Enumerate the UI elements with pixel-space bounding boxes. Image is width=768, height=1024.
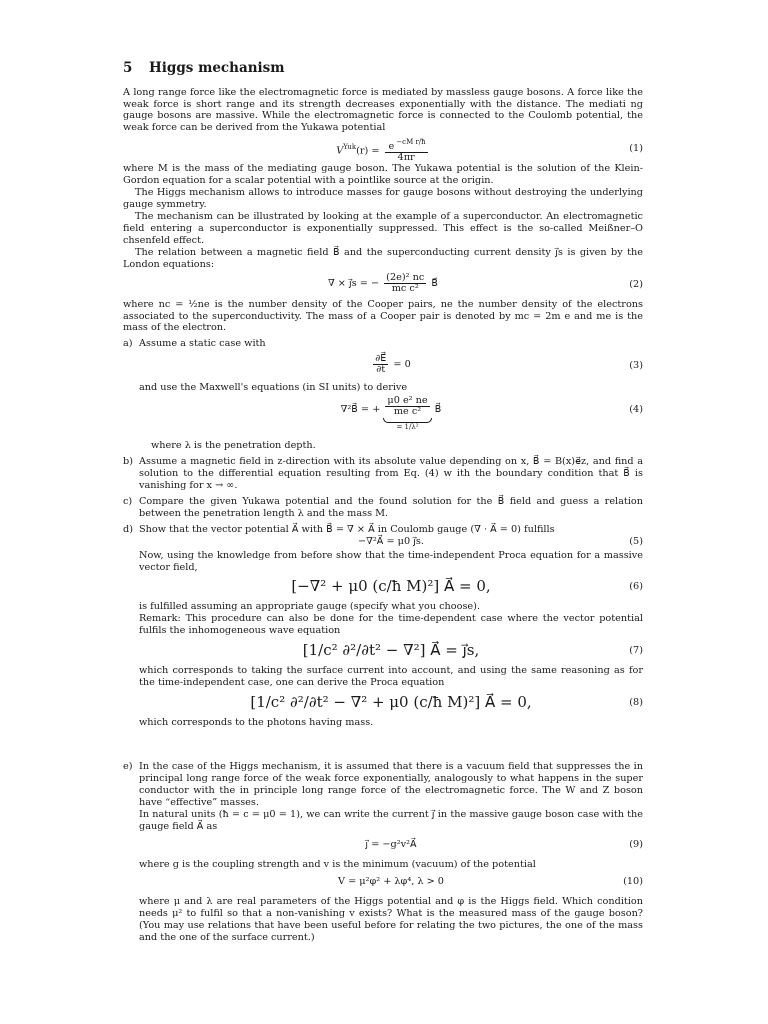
eq2-number: (2)	[629, 278, 643, 290]
intro-paragraph-4: The mechanism can be illustrated by looking at the example of a superconductor. An electromagnetic field entering a superconductor is exponentially suppressed. This effect is the so-called Meißner–O chsenfeld effect.	[123, 210, 643, 246]
eq3-num: ∂E⃗	[375, 353, 387, 365]
eq1-num: e	[388, 140, 395, 152]
eq10-expr: V = μ²φ² + λφ⁴, λ > 0	[338, 876, 444, 888]
intro-paragraph-3: The Higgs mechanism allows to introduce masses for gauge bosons without destroying the underlying gauge symmetry.	[123, 187, 643, 211]
eq4-den: me c²	[385, 406, 429, 417]
item-e-text-4: where μ and λ are real parameters of the Higgs potential and φ is the Higgs field. Which condition needs μ² to fulfil so that a non-vanishing v exists? What is the measured mass of the gauge boson? (You may use relations that have been useful before for relating the two pictures, the one of the mass and the one of the surface current.)	[139, 896, 643, 944]
intro-paragraph-5: The relation between a magnetic field B⃗ and the superconducting current density j⃗s is given by the London equations:	[123, 246, 643, 270]
item-e-text-3: where g is the coupling strength and v is the minimum (vacuum) of the potential	[139, 858, 536, 870]
section-heading	[123, 60, 643, 77]
eq3-den: ∂t	[373, 364, 388, 375]
eq1-den: 4πr	[385, 152, 428, 163]
item-d-text-2: Now, using the knowledge from before show that the time-independent Proca equation for a massive vector field,	[139, 549, 643, 573]
equation-4	[139, 396, 643, 440]
equation-3	[139, 352, 643, 382]
item-d-text-1: Show that the vector potential A⃗ with B⃗ = ∇ × A⃗ in Coulomb gauge (∇ · A⃗ = 0) fulfills	[139, 523, 555, 535]
item-b	[123, 456, 643, 492]
item-e	[123, 761, 643, 944]
eq2-den: mc c²	[384, 283, 426, 294]
item-a-label: a)	[123, 338, 133, 350]
eq6-number: (6)	[629, 581, 643, 593]
item-d	[123, 524, 643, 729]
item-a-text-3: where λ is the penetration depth.	[151, 440, 316, 452]
eq4-rhs: B⃗	[434, 404, 442, 416]
equation-8	[139, 691, 643, 717]
eq7-number: (7)	[629, 645, 643, 657]
item-e-text-2: In natural units (ħ = c = μ0 = 1), we can write the current j⃗ in the massive gauge boson case with the gauge field A⃗ as	[139, 808, 643, 832]
item-a	[123, 338, 643, 452]
item-e-label: e)	[123, 761, 133, 773]
item-d-text-3: is fulfilled assuming an appropriate gauge (specify what you choose).	[139, 601, 481, 613]
equation-1	[123, 137, 643, 163]
eq4-num: μ0 e² ne	[387, 395, 428, 407]
item-b-text: Assume a magnetic field in z-direction with its absolute value depending on x, B⃗ = B(x)e⃗z, and find a solution to the differential equation resulting from Eq. (4) w ith the boundary condition that B⃗ is vanishing for x → ∞.	[139, 456, 643, 491]
eq3-number: (3)	[629, 360, 643, 372]
intro-paragraph-1: A long range force like the electromagnetic force is mediated by massless gauge bosons. A force like the weak force is short range and its strength decreases exponentially with the distance. The mediati ng gauge bosons are massive. While the electromagnetic force is connected to the Coulomb potential, the weak force can be derived from the Yukawa potential	[123, 86, 643, 134]
item-c	[123, 496, 643, 520]
eq2-rhs: B⃗	[431, 277, 439, 289]
item-c-label: c)	[123, 495, 133, 507]
eq6-expr: [−∇² + μ0 (c/ħ M)²] A⃗ = 0,	[291, 577, 491, 596]
intro-paragraph-2: where M is the mass of the mediating gauge boson. The Yukawa potential is the solution of the Klein-Gordon equation for a scalar potential with a pointlike source at the origin.	[123, 163, 643, 187]
eq1-arg: (r) =	[356, 145, 380, 157]
item-d-label: d)	[123, 523, 133, 535]
item-b-label: b)	[123, 456, 133, 468]
eq1-lhs: V	[336, 145, 344, 157]
page-content	[123, 60, 643, 944]
eq7-expr: [1/c² ∂²/∂t² − ∇²] A⃗ = j⃗s,	[302, 641, 480, 660]
equation-5	[139, 536, 643, 550]
item-a-text-2: and use the Maxwell's equations (in SI units) to derive	[139, 382, 408, 394]
item-d-text-6: which corresponds to the photons having mass.	[139, 717, 374, 729]
equation-7	[139, 639, 643, 665]
intro-paragraph-6: where nc = ½ne is the number density of the Cooper pairs, ne the number density of the electrons associated to the superconductivity. The mass of a Cooper pair is denoted by mc = 2m e and me is the mass of the electron.	[123, 298, 643, 334]
equation-10	[139, 874, 643, 896]
eq2-num: (2e)² nc	[386, 271, 425, 283]
eq2-lhs: ∇ × j⃗s = −	[327, 277, 380, 289]
eq4-number: (4)	[629, 404, 643, 416]
item-e-text-1: In the case of the Higgs mechanism, it is assumed that there is a vacuum field that suppresses the in principal long range force of the weak force exponentially, analogously to what happens in the super conductor with the in principle long range force of the electromagnetic force. The W and Z boson have “effective” masses.	[139, 761, 643, 808]
section-title: Higgs mechanism	[149, 60, 285, 76]
eq10-number: (10)	[623, 876, 643, 888]
item-d-text-4: Remark: This procedure can also be done for the time-dependent case where the vector potential fulfils the inhomogeneous wave equation	[139, 613, 643, 637]
equation-6	[139, 575, 643, 601]
eq8-number: (8)	[629, 697, 643, 709]
eq1-num-sup: −cM r/ħ	[396, 138, 426, 147]
item-c-text: Compare the given Yukawa potential and the found solution for the B⃗ field and guess a relation between the penetration length λ and the mass M.	[139, 495, 643, 519]
eq5-number: (5)	[629, 535, 643, 547]
eq4-lhs: ∇²B⃗ = +	[340, 404, 381, 416]
eq4-under: = 1/λ²	[396, 422, 419, 431]
eq8-expr: [1/c² ∂²/∂t² − ∇² + μ0 (c/ħ M)²] A⃗ = 0,	[250, 693, 532, 712]
equation-2	[123, 273, 643, 299]
item-a-text-1: Assume a static case with	[139, 338, 266, 350]
item-d-text-5: which corresponds to taking the surface current into account, and using the same reasoning as for the time-independent case, one can derive the Proca equation	[139, 665, 643, 689]
eq5-expr: −∇²A⃗ = μ0 j⃗s.	[358, 535, 424, 547]
eq3-rhs: = 0	[393, 359, 411, 371]
eq9-number: (9)	[629, 838, 643, 850]
eq1-lhs-sup: Yuk	[343, 143, 357, 152]
eq9-expr: j⃗ = −g²v²A⃗	[365, 838, 417, 850]
eq1-number: (1)	[629, 143, 643, 155]
section-number: 5	[123, 60, 133, 76]
equation-9	[139, 837, 643, 859]
